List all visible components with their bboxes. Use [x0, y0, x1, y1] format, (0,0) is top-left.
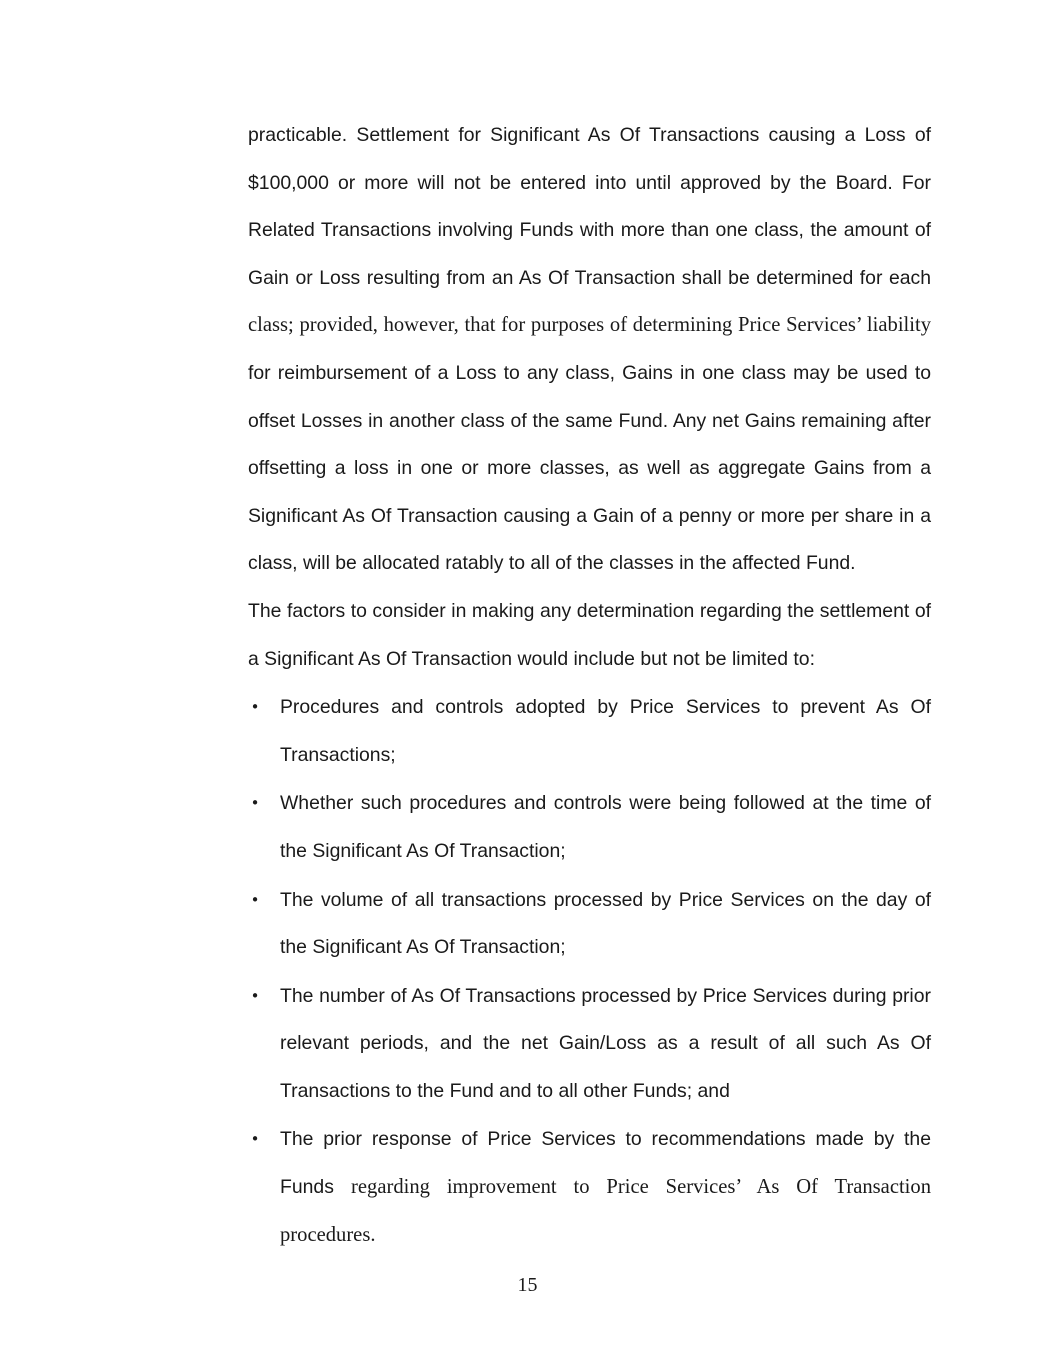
- paragraph-1-part-3: for reimbursement of a Loss to any class, Gains in one class may be used to offset Losses in another class of the same Fund. Any net Gains remaining after offsetting a loss in one or more classes, as well as aggregate Gains from a Significant As Of Transaction causing a Gain of a penny or more per share in a class, will be allocated ratably to all of the classes in the affected Fund.: [248, 361, 931, 575]
- list-item: [248, 1116, 931, 1259]
- list-item-text: The volume of all transactions processed by Price Services on the day of the Significant As Of Transaction;: [280, 888, 931, 959]
- last-bullet-part-1: The prior response of Price Services to recommendations made by the Funds: [280, 1128, 931, 1199]
- paragraph-1-part-2: class; provided, however, that for purposes of determining Price Services’ liability: [248, 314, 931, 337]
- list-item-text: Whether such procedures and controls were being followed at the time of the Significant As Of Transaction;: [280, 792, 931, 862]
- bullet-icon: •: [250, 698, 260, 717]
- list-item: [248, 684, 931, 779]
- paragraph-settlement-rules: [248, 112, 931, 588]
- bullet-icon: •: [250, 890, 260, 909]
- list-item-text: [280, 1116, 931, 1259]
- list-item: [248, 973, 931, 1116]
- bullet-icon: •: [250, 1130, 260, 1149]
- bullet-icon: •: [250, 794, 260, 813]
- list-item-text: The number of As Of Transactions processed by Price Services during prior relevant periods, and the net Gain/Loss as a result of all such As Of Transactions to the Fund and to all other Funds; and: [280, 984, 931, 1102]
- factors-list: [248, 684, 931, 1259]
- last-bullet-part-2: regarding improvement to Price Services’ As Of Transaction procedures.: [280, 1176, 931, 1246]
- paragraph-factors-intro: The factors to consider in making any determination regarding the settlement of a Significant As Of Transaction would include but not be limited to:: [248, 599, 931, 670]
- body-text: [248, 112, 931, 1259]
- page-number: 15: [517, 1274, 538, 1296]
- list-item-text: Procedures and controls adopted by Price Services to prevent As Of Transactions;: [280, 696, 931, 766]
- list-item: [248, 780, 931, 875]
- paragraph-1-part-1: practicable. Settlement for Significant As Of Transactions causing a Loss of $100,000 or more will not be entered into until approved by the Board. For Related Transactions involving Funds with more than one class, the amount of Gain or Loss resulting from an As Of Transaction shall be determined for each: [248, 124, 931, 289]
- list-item: [248, 877, 931, 972]
- bullet-icon: •: [250, 986, 260, 1005]
